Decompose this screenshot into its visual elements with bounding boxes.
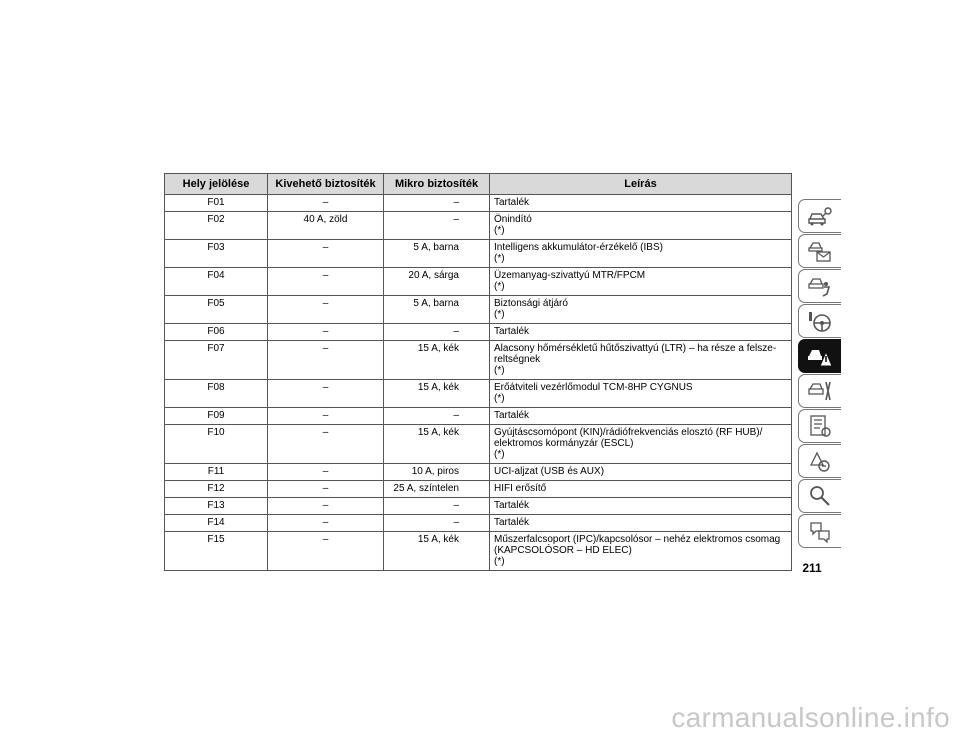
cell-removable-fuse: – — [268, 515, 384, 532]
cell-micro-fuse: – — [384, 324, 490, 341]
table-header-row — [165, 174, 792, 195]
description-line: (KAPCSOLÓSOR – HD ELEC) — [494, 545, 632, 556]
table-row — [165, 324, 792, 341]
cell-micro-fuse: 15 A, kék — [384, 425, 490, 464]
warning-triangle-icon — [807, 344, 833, 368]
table-row — [165, 408, 792, 425]
chapter-tab[interactable] — [798, 514, 841, 548]
table-row — [165, 268, 792, 296]
description-line: Műszerfalcsoport (IPC)/kapcsolósor – nehéz elektromos csomag — [494, 534, 781, 545]
description-line: UCI-aljzat (USB és AUX) — [494, 466, 605, 477]
search-magnifier-icon — [807, 484, 833, 508]
cell-removable-fuse: – — [268, 296, 384, 324]
car-seat-icon — [807, 274, 833, 298]
watermark: carmanualsonline.info — [671, 702, 950, 733]
cell-removable-fuse: – — [268, 532, 384, 571]
cell-removable-fuse: – — [268, 268, 384, 296]
cell-micro-fuse: 5 A, barna — [384, 296, 490, 324]
cell-removable-fuse: – — [268, 380, 384, 408]
description-line: Tartalék — [494, 410, 530, 421]
specifications-list-icon — [807, 414, 833, 438]
table-row — [165, 464, 792, 481]
chapter-tab[interactable] — [798, 339, 841, 373]
chapter-tab[interactable] — [798, 304, 841, 338]
multimedia-icon — [807, 449, 833, 473]
cell-location: F12 — [165, 481, 268, 498]
cell-description — [490, 212, 792, 240]
table-row — [165, 481, 792, 498]
car-key-icon — [807, 204, 833, 228]
header-removable-fuse: Kivehető biztosíték — [268, 174, 384, 195]
cell-removable-fuse: – — [268, 425, 384, 464]
cell-location: F15 — [165, 532, 268, 571]
cell-removable-fuse: – — [268, 324, 384, 341]
cell-micro-fuse: 5 A, barna — [384, 240, 490, 268]
cell-removable-fuse: – — [268, 195, 384, 212]
description-line: Üzemanyag-szivattyú MTR/FPCM — [494, 270, 646, 281]
chapter-tab[interactable] — [798, 234, 841, 268]
description-line: (*) — [494, 393, 505, 404]
description-line: Tartalék — [494, 197, 530, 208]
cell-removable-fuse: – — [268, 240, 384, 268]
description-line: (*) — [494, 281, 505, 292]
header-description: Leírás — [490, 174, 792, 195]
fuse-table — [164, 173, 792, 571]
cell-micro-fuse: 20 A, sárga — [384, 268, 490, 296]
cell-location: F03 — [165, 240, 268, 268]
cell-location: F13 — [165, 498, 268, 515]
cell-micro-fuse: – — [384, 408, 490, 425]
language-icon — [807, 519, 833, 543]
cell-description — [490, 324, 792, 341]
table-row — [165, 532, 792, 571]
table-row — [165, 296, 792, 324]
cell-micro-fuse: 15 A, kék — [384, 341, 490, 380]
table-row — [165, 515, 792, 532]
chapter-tab[interactable] — [798, 269, 841, 303]
cell-location: F09 — [165, 408, 268, 425]
description-line: Alacsony hőmérsékletű hűtőszivattyú (LTR) – ha része a felsze- — [494, 343, 777, 354]
page-number: 211 — [802, 561, 822, 575]
cell-location: F07 — [165, 341, 268, 380]
description-line: Intelligens akkumulátor-érzékelő (IBS) — [494, 242, 663, 253]
cell-removable-fuse: – — [268, 464, 384, 481]
cell-micro-fuse: 15 A, kék — [384, 532, 490, 571]
cell-micro-fuse: 15 A, kék — [384, 380, 490, 408]
cell-description — [490, 425, 792, 464]
chapter-tab[interactable] — [798, 479, 841, 513]
description-line: Tartalék — [494, 500, 530, 511]
description-line: Erőátviteli vezérlőmodul TCM-8HP CYGNUS — [494, 382, 693, 393]
table-row — [165, 212, 792, 240]
cell-micro-fuse: – — [384, 515, 490, 532]
cell-description — [490, 341, 792, 380]
cell-micro-fuse: 10 A, piros — [384, 464, 490, 481]
header-location: Hely jelölése — [165, 174, 268, 195]
cell-description — [490, 380, 792, 408]
chapter-tabs — [798, 199, 841, 549]
table-row — [165, 380, 792, 408]
cell-location: F02 — [165, 212, 268, 240]
table-row — [165, 341, 792, 380]
description-line: (*) — [494, 556, 505, 567]
table-row — [165, 498, 792, 515]
cell-location: F04 — [165, 268, 268, 296]
description-line: (*) — [494, 365, 505, 376]
cell-description — [490, 464, 792, 481]
description-line: (*) — [494, 449, 505, 460]
description-line: Tartalék — [494, 326, 530, 337]
cell-description — [490, 268, 792, 296]
description-line: Önindító — [494, 214, 532, 225]
cell-micro-fuse: 25 A, színtelen — [384, 481, 490, 498]
description-line: (*) — [494, 309, 505, 320]
cell-description — [490, 195, 792, 212]
cell-micro-fuse: – — [384, 498, 490, 515]
cell-micro-fuse: – — [384, 212, 490, 240]
cell-description — [490, 408, 792, 425]
description-line: Biztonsági átjáró — [494, 298, 568, 309]
cell-removable-fuse: – — [268, 408, 384, 425]
cell-description — [490, 532, 792, 571]
cell-description — [490, 481, 792, 498]
car-info-icon — [807, 239, 833, 263]
chapter-tab[interactable] — [798, 409, 841, 443]
description-line: HIFI erősítő — [494, 483, 547, 494]
description-line: Gyújtáscsomópont (KIN)/rádiófrekvenciás elosztó (RF HUB)/ — [494, 427, 763, 438]
cell-location: F06 — [165, 324, 268, 341]
chapter-tab[interactable] — [798, 374, 841, 408]
cell-removable-fuse: – — [268, 341, 384, 380]
cell-micro-fuse: – — [384, 195, 490, 212]
description-line: (*) — [494, 253, 505, 264]
cell-description — [490, 515, 792, 532]
cell-location: F01 — [165, 195, 268, 212]
chapter-tab[interactable] — [798, 199, 841, 233]
cell-location: F11 — [165, 464, 268, 481]
cell-location: F08 — [165, 380, 268, 408]
cell-removable-fuse: – — [268, 498, 384, 515]
cell-removable-fuse: – — [268, 481, 384, 498]
cell-description — [490, 498, 792, 515]
cell-description — [490, 240, 792, 268]
description-line: elektromos kormányzár (ESCL) — [494, 438, 634, 449]
service-tools-icon — [807, 379, 833, 403]
description-line: reltségnek — [494, 354, 541, 365]
table-row — [165, 240, 792, 268]
description-line: (*) — [494, 225, 505, 236]
description-line: Tartalék — [494, 517, 530, 528]
cell-removable-fuse: 40 A, zöld — [268, 212, 384, 240]
header-micro-fuse: Mikro biztosíték — [384, 174, 490, 195]
table-row — [165, 195, 792, 212]
cell-location: F14 — [165, 515, 268, 532]
table-row — [165, 425, 792, 464]
steering-wheel-icon — [807, 309, 833, 333]
chapter-tab[interactable] — [798, 444, 841, 478]
cell-description — [490, 296, 792, 324]
cell-location: F10 — [165, 425, 268, 464]
cell-location: F05 — [165, 296, 268, 324]
